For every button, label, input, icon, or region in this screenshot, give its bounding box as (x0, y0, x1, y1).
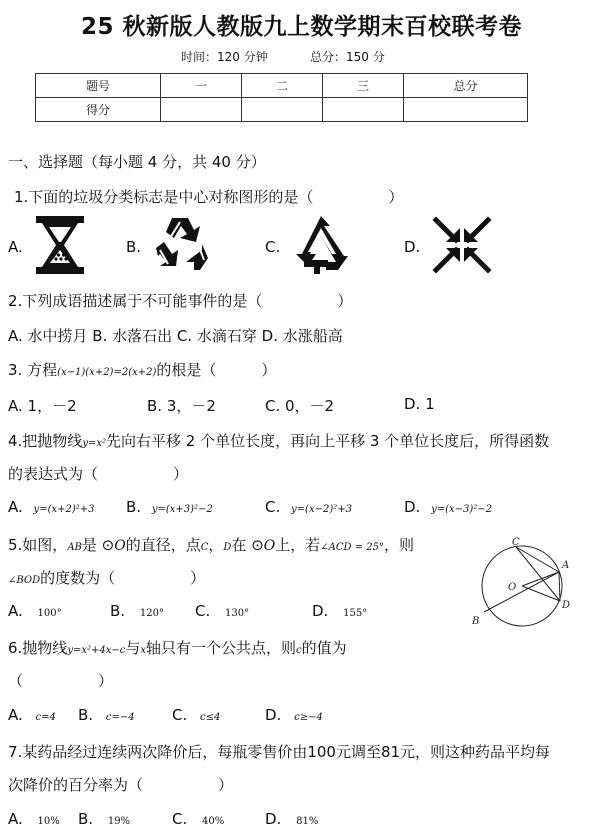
equation: y=x²+4x−c (67, 645, 126, 656)
option: D. 1 (404, 395, 435, 413)
score-input-cell[interactable] (404, 98, 528, 122)
option (172, 706, 220, 724)
score-input-cell[interactable] (242, 98, 323, 122)
table-cell: 总分 (404, 74, 528, 98)
option-label: A. (8, 602, 23, 620)
option (78, 706, 135, 724)
math-var: O (263, 538, 276, 554)
option (8, 810, 60, 828)
page-title: 25 秋新版人教版九上数学期末百校联考卷 (80, 14, 522, 40)
option (195, 602, 249, 620)
score-input-cell[interactable] (161, 98, 242, 122)
option-label: D. (404, 238, 421, 256)
option: B. 3，－2 (147, 397, 216, 415)
option-value: c≤4 (200, 712, 221, 723)
option-label: D. (312, 602, 329, 620)
option-label: D. (404, 498, 421, 516)
option (404, 498, 492, 516)
figure-label-b: B (472, 616, 480, 627)
option (265, 706, 323, 724)
inward-arrows-icon (432, 216, 492, 274)
option: A. 1，－2 (8, 397, 77, 415)
question-7-line2: 次降价的百分率为（ ） (8, 776, 234, 794)
question-text: 在 ⊙ (231, 536, 264, 554)
question-text: 的值为 (301, 639, 347, 657)
table-cell: 三 (323, 74, 404, 98)
question-text: 3. 方程 (8, 361, 58, 379)
question-3-stem (8, 359, 276, 380)
option (126, 498, 213, 516)
option-label: D. (265, 810, 282, 828)
question-text: 的直径，点 (125, 536, 201, 554)
option (265, 810, 318, 828)
math-var: O (114, 538, 126, 554)
exam-total-score: 总分：150 分 (310, 50, 385, 64)
equation: y=x² (82, 438, 106, 449)
question-6-line2: （ ） (8, 672, 114, 690)
option-label: A. (8, 706, 23, 724)
triangle-recycle-icon (290, 214, 352, 276)
question-text: 与 (125, 639, 141, 657)
section-heading: 一、选择题（每小题 4 分，共 40 分） (8, 153, 266, 171)
option: C. 0，－2 (265, 397, 335, 415)
hourglass-recycle-icon (34, 214, 86, 276)
figure-label-c: C (512, 537, 520, 548)
table-cell: 题号 (36, 74, 161, 98)
question-text: 上，若 (275, 536, 321, 554)
option-value: 40% (202, 816, 225, 827)
question-text: 先向右平移 2 个单位长度，再向上平移 3 个单位长度后，所得函数 (106, 432, 550, 450)
option-label: B. (126, 238, 142, 256)
question-text: 4.把抛物线 (8, 432, 83, 450)
question-text: 5.如图， (8, 536, 68, 554)
recycle-icon (150, 214, 212, 274)
exam-time: 时间：120 分钟 (181, 50, 268, 64)
math-var: D (223, 542, 232, 553)
option-label: C. (265, 498, 281, 516)
question-text: 的根是（ ） (156, 361, 277, 379)
option-label: B. (78, 706, 94, 724)
option (172, 810, 224, 828)
math-var: c (296, 645, 302, 656)
option-label: A. (8, 238, 23, 256)
option-value: 155° (343, 608, 368, 619)
question-text: 轴只有一个公共点，则 (146, 639, 297, 657)
math-var: C (200, 542, 209, 553)
question-4-line2: 的表达式为（ ） (8, 465, 189, 483)
question-text: 6.抛物线 (8, 639, 68, 657)
option-label: D. (265, 706, 282, 724)
score-table-header-row (36, 74, 528, 98)
question-5-line2 (8, 567, 205, 588)
figure-label-a: A (562, 560, 570, 571)
math-var: x (140, 645, 147, 656)
option-value: 19% (107, 816, 131, 827)
equation: y=(x+3)²−2 (151, 504, 213, 515)
question-7-stem: 7.某药品经过连续两次降价后，每瓶零售价由100元调至81元，则这种药品平均每 (8, 743, 551, 761)
question-text: 是 ⊙ (81, 536, 115, 554)
option-label: B. (78, 810, 94, 828)
equation: y=(x−3)²−2 (431, 504, 493, 515)
option (8, 602, 62, 620)
equation: ∠BOD (8, 575, 41, 586)
question-1-stem: 1.下面的垃圾分类标志是中心对称图形的是（ ） (14, 188, 404, 206)
option (8, 498, 95, 516)
score-input-cell[interactable] (323, 98, 404, 122)
option (265, 498, 352, 516)
option-label: C. (172, 706, 188, 724)
option-label: B. (126, 498, 142, 516)
option-value: 100° (37, 608, 62, 619)
table-cell: 二 (242, 74, 323, 98)
option-label: B. (110, 602, 126, 620)
option-value: 130° (225, 608, 250, 619)
score-table (35, 73, 528, 122)
table-cell: 得分 (36, 98, 161, 122)
option-value: 81% (296, 816, 319, 827)
option-value: c=−4 (105, 712, 135, 723)
equation: y=(x−2)²+3 (291, 504, 352, 515)
equation: (x−1)(x+2)=2(x+2) (57, 367, 157, 378)
math-var: AB (67, 542, 82, 553)
figure-label-d: D (562, 600, 571, 611)
option (312, 602, 367, 620)
option-label: C. (195, 602, 211, 620)
equation: y=(x+2)²+3 (33, 504, 95, 515)
option-value: 10% (37, 816, 60, 827)
question-text: ， (208, 536, 224, 554)
option-value: c=4 (35, 712, 56, 723)
figure-label-o: O (508, 582, 517, 593)
option-label: C. (172, 810, 188, 828)
question-2-stem: 2.下列成语描述属于不可能事件的是（ ） (8, 292, 353, 310)
table-cell: 一 (161, 74, 242, 98)
question-4-stem (8, 430, 549, 451)
question-6-stem (8, 637, 347, 658)
option-label: A. (8, 810, 23, 828)
question-text: ，则 (384, 536, 415, 554)
circle-geometry-figure (466, 536, 572, 632)
option-value: 120° (139, 608, 164, 619)
option (78, 810, 130, 828)
score-table-score-row (36, 98, 528, 122)
option (110, 602, 164, 620)
question-text: 的度数为（ ） (40, 569, 206, 587)
option-label: C. (265, 238, 281, 256)
option-value: c≥−4 (294, 712, 323, 723)
question-5-stem (8, 534, 414, 555)
option-label: A. (8, 498, 23, 516)
equation: ∠ACD = 25° (320, 542, 385, 553)
option (8, 706, 56, 724)
question-2-options: A. 水中捞月 B. 水落石出 C. 水滴石穿 D. 水涨船高 (8, 327, 343, 345)
